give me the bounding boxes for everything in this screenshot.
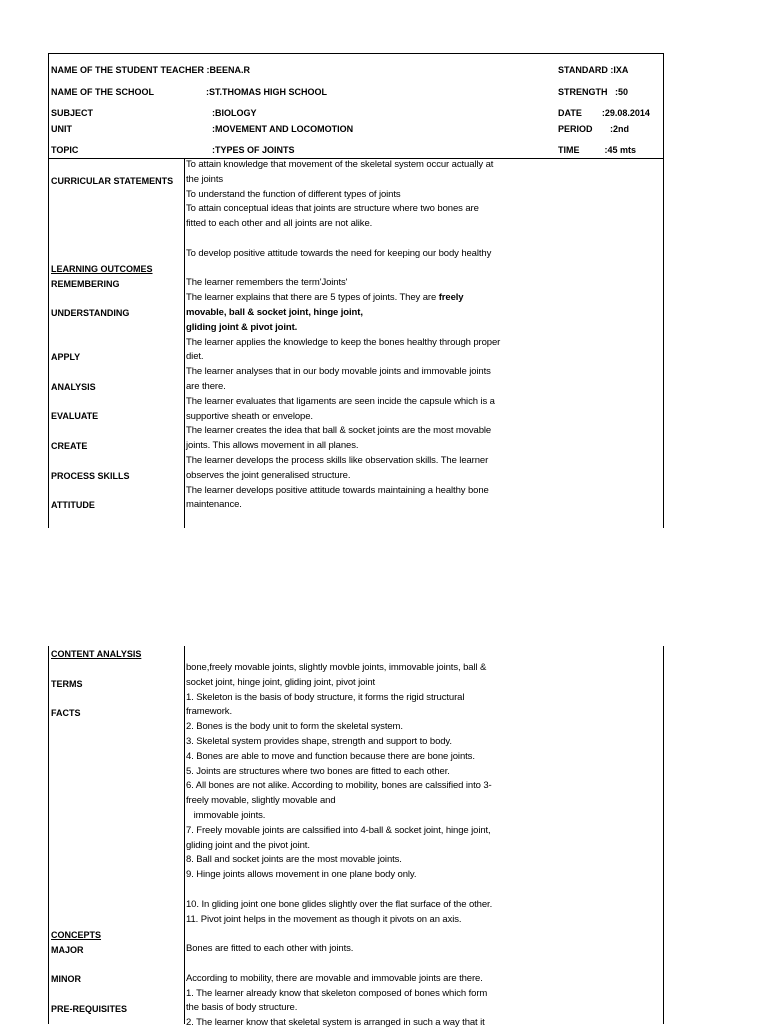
text-line: framework.	[186, 706, 232, 718]
bold-word: freely	[438, 292, 464, 304]
text-line	[186, 927, 492, 942]
label-minor: MINOR	[51, 974, 81, 984]
school-label: NAME OF THE SCHOOL	[51, 87, 154, 97]
text-line: To attain knowledge that movement of the skeletal system occur actually at	[186, 159, 494, 170]
table-left-border	[48, 53, 49, 528]
text-line: movable, ball & socket joint, hinge joint,	[186, 306, 363, 318]
label-understanding: UNDERSTANDING	[51, 308, 130, 318]
text-line: 11. Pivot joint helps in the movement as though it pivots on an axis.	[186, 913, 462, 925]
text-line: 2. Bones is the body unit to form the skeletal system.	[186, 721, 403, 733]
school-value: :ST.THOMAS HIGH SCHOOL	[206, 87, 327, 97]
label-create: CREATE	[51, 441, 88, 451]
text-line: The learner creates the idea that ball & socket joints are the most movable	[186, 425, 492, 437]
time: TIME :45 mts	[558, 145, 637, 155]
text-line: diet.	[186, 351, 204, 363]
text-line: 7. Freely movable joints are calssified into 4-ball & socket joint, hinge joint,	[186, 824, 491, 836]
text-line: The learner develops the process skills like observation skills. The learner	[186, 454, 489, 466]
text-line: observes the joint generalised structure.	[186, 469, 351, 481]
text-line: The learner remembers the term'Joints'	[186, 277, 348, 289]
label-remembering: REMEMBERING	[51, 279, 120, 289]
table-right-border	[663, 646, 664, 1024]
text-line: the basis of body structure.	[186, 1002, 298, 1014]
period: PERIOD :2nd	[558, 124, 630, 134]
text-line: maintenance.	[186, 499, 242, 511]
text-line: supportive sheath or envelope.	[186, 410, 313, 422]
text-line	[186, 883, 492, 898]
text-line: 2. The learner know that skeletal system is arranged in such a way that it	[186, 1017, 485, 1029]
text-line	[186, 262, 500, 277]
label-concepts: CONCEPTS	[51, 930, 102, 940]
label-apply: APPLY	[51, 352, 81, 362]
section2-text-block	[186, 661, 492, 1031]
label-analysis: ANALYSIS	[51, 382, 96, 392]
label-terms: TERMS	[51, 679, 83, 689]
text-line: immovable joints.	[186, 809, 266, 821]
standard: STANDARD :IXA	[558, 65, 629, 75]
text-line: fitted to each other and all joints are not alike.	[186, 218, 373, 230]
text-line: socket joint, hinge joint, gliding joint, pivot joint	[186, 676, 376, 688]
text-line: The learner applies the knowledge to keep the bones healthy through proper	[186, 336, 501, 348]
text-run: The learner explains that there are 5 types of joints. They are	[186, 292, 439, 304]
text-line	[186, 957, 492, 972]
text-line: 9. Hinge joints allows movement in one plane body only.	[186, 869, 417, 881]
text-line: joints. This allows movement in all planes.	[186, 440, 359, 452]
text-line: According to mobility, there are movable and immovable joints are there.	[186, 972, 483, 984]
strength: STRENGTH :50	[558, 87, 629, 97]
text-line: gliding joint and the pivot joint.	[186, 839, 310, 851]
text-line: 1. Skeleton is the basis of body structure, it forms the rigid structural	[186, 691, 465, 703]
text-line: The learner evaluates that ligaments are seen incide the capsule which is a	[186, 395, 495, 407]
topic-value: :TYPES OF JOINTS	[212, 145, 295, 155]
table-top-border	[48, 53, 664, 54]
column-divider	[184, 646, 185, 1024]
subject-value: :BIOLOGY	[212, 108, 257, 118]
label-prerequisites: PRE-REQUISITES	[51, 1004, 128, 1014]
text-line: To develop positive attitude towards the need for keeping our body healthy	[186, 247, 492, 259]
unit-label: UNIT	[51, 124, 72, 134]
text-line: 6. All bones are not alike. According to mobility, bones are calssified into 3-	[186, 780, 492, 792]
label-learning-outcomes: LEARNING OUTCOMES	[51, 264, 153, 274]
table-right-border	[663, 53, 664, 528]
topic-label: TOPIC	[51, 145, 79, 155]
text-line: 1. The learner already know that skeleton composed of bones which form	[186, 987, 488, 999]
text-line: Bones are fitted to each other with joints.	[186, 943, 354, 955]
date: DATE :29.08.2014	[558, 108, 650, 118]
text-line: freely movable, slightly movable and	[186, 795, 336, 807]
label-attitude: ATTITUDE	[51, 500, 95, 510]
text-line: 4. Bones are able to move and function because there are bone joints.	[186, 750, 475, 762]
text-line: 3. Skeletal system provides shape, strength and support to body.	[186, 735, 452, 747]
unit-value: :MOVEMENT AND LOCOMOTION	[212, 124, 354, 134]
text-line	[186, 291, 500, 306]
text-line: the joints	[186, 173, 224, 185]
text-line: are there.	[186, 380, 226, 392]
text-line: The learner develops positive attitude towards maintaining a healthy bone	[186, 484, 489, 496]
label-evaluate: EVALUATE	[51, 411, 99, 421]
text-line: gliding joint & pivot joint.	[186, 321, 298, 333]
column-divider	[184, 158, 185, 528]
label-content-analysis: CONTENT ANALYSIS	[51, 649, 142, 659]
label-facts: FACTS	[51, 708, 81, 718]
text-line: The learner analyses that in our body movable joints and immovable joints	[186, 366, 491, 378]
text-line: 10. In gliding joint one bone glides slightly over the flat surface of the other.	[186, 898, 493, 910]
label-process-skills: PROCESS SKILLS	[51, 471, 130, 481]
teacher-name: NAME OF THE STUDENT TEACHER :BEENA.R	[51, 65, 251, 75]
text-line: bone,freely movable joints, slightly movble joints, immovable joints, ball &	[186, 662, 487, 673]
text-line	[186, 232, 500, 247]
text-line: 5. Joints are structures where two bones are fitted to each other.	[186, 765, 450, 777]
label-curricular: CURRICULAR STATEMENTS	[51, 176, 174, 186]
text-line: 8. Ball and socket joints are the most movable joints.	[186, 854, 402, 866]
table-left-border	[48, 646, 49, 1024]
section1-text-block	[186, 158, 500, 513]
label-major: MAJOR	[51, 945, 84, 955]
text-line: To attain conceptual ideas that joints are structure where two bones are	[186, 203, 479, 215]
subject-label: SUBJECT	[51, 108, 94, 118]
text-line: To understand the function of different types of joints	[186, 188, 401, 200]
